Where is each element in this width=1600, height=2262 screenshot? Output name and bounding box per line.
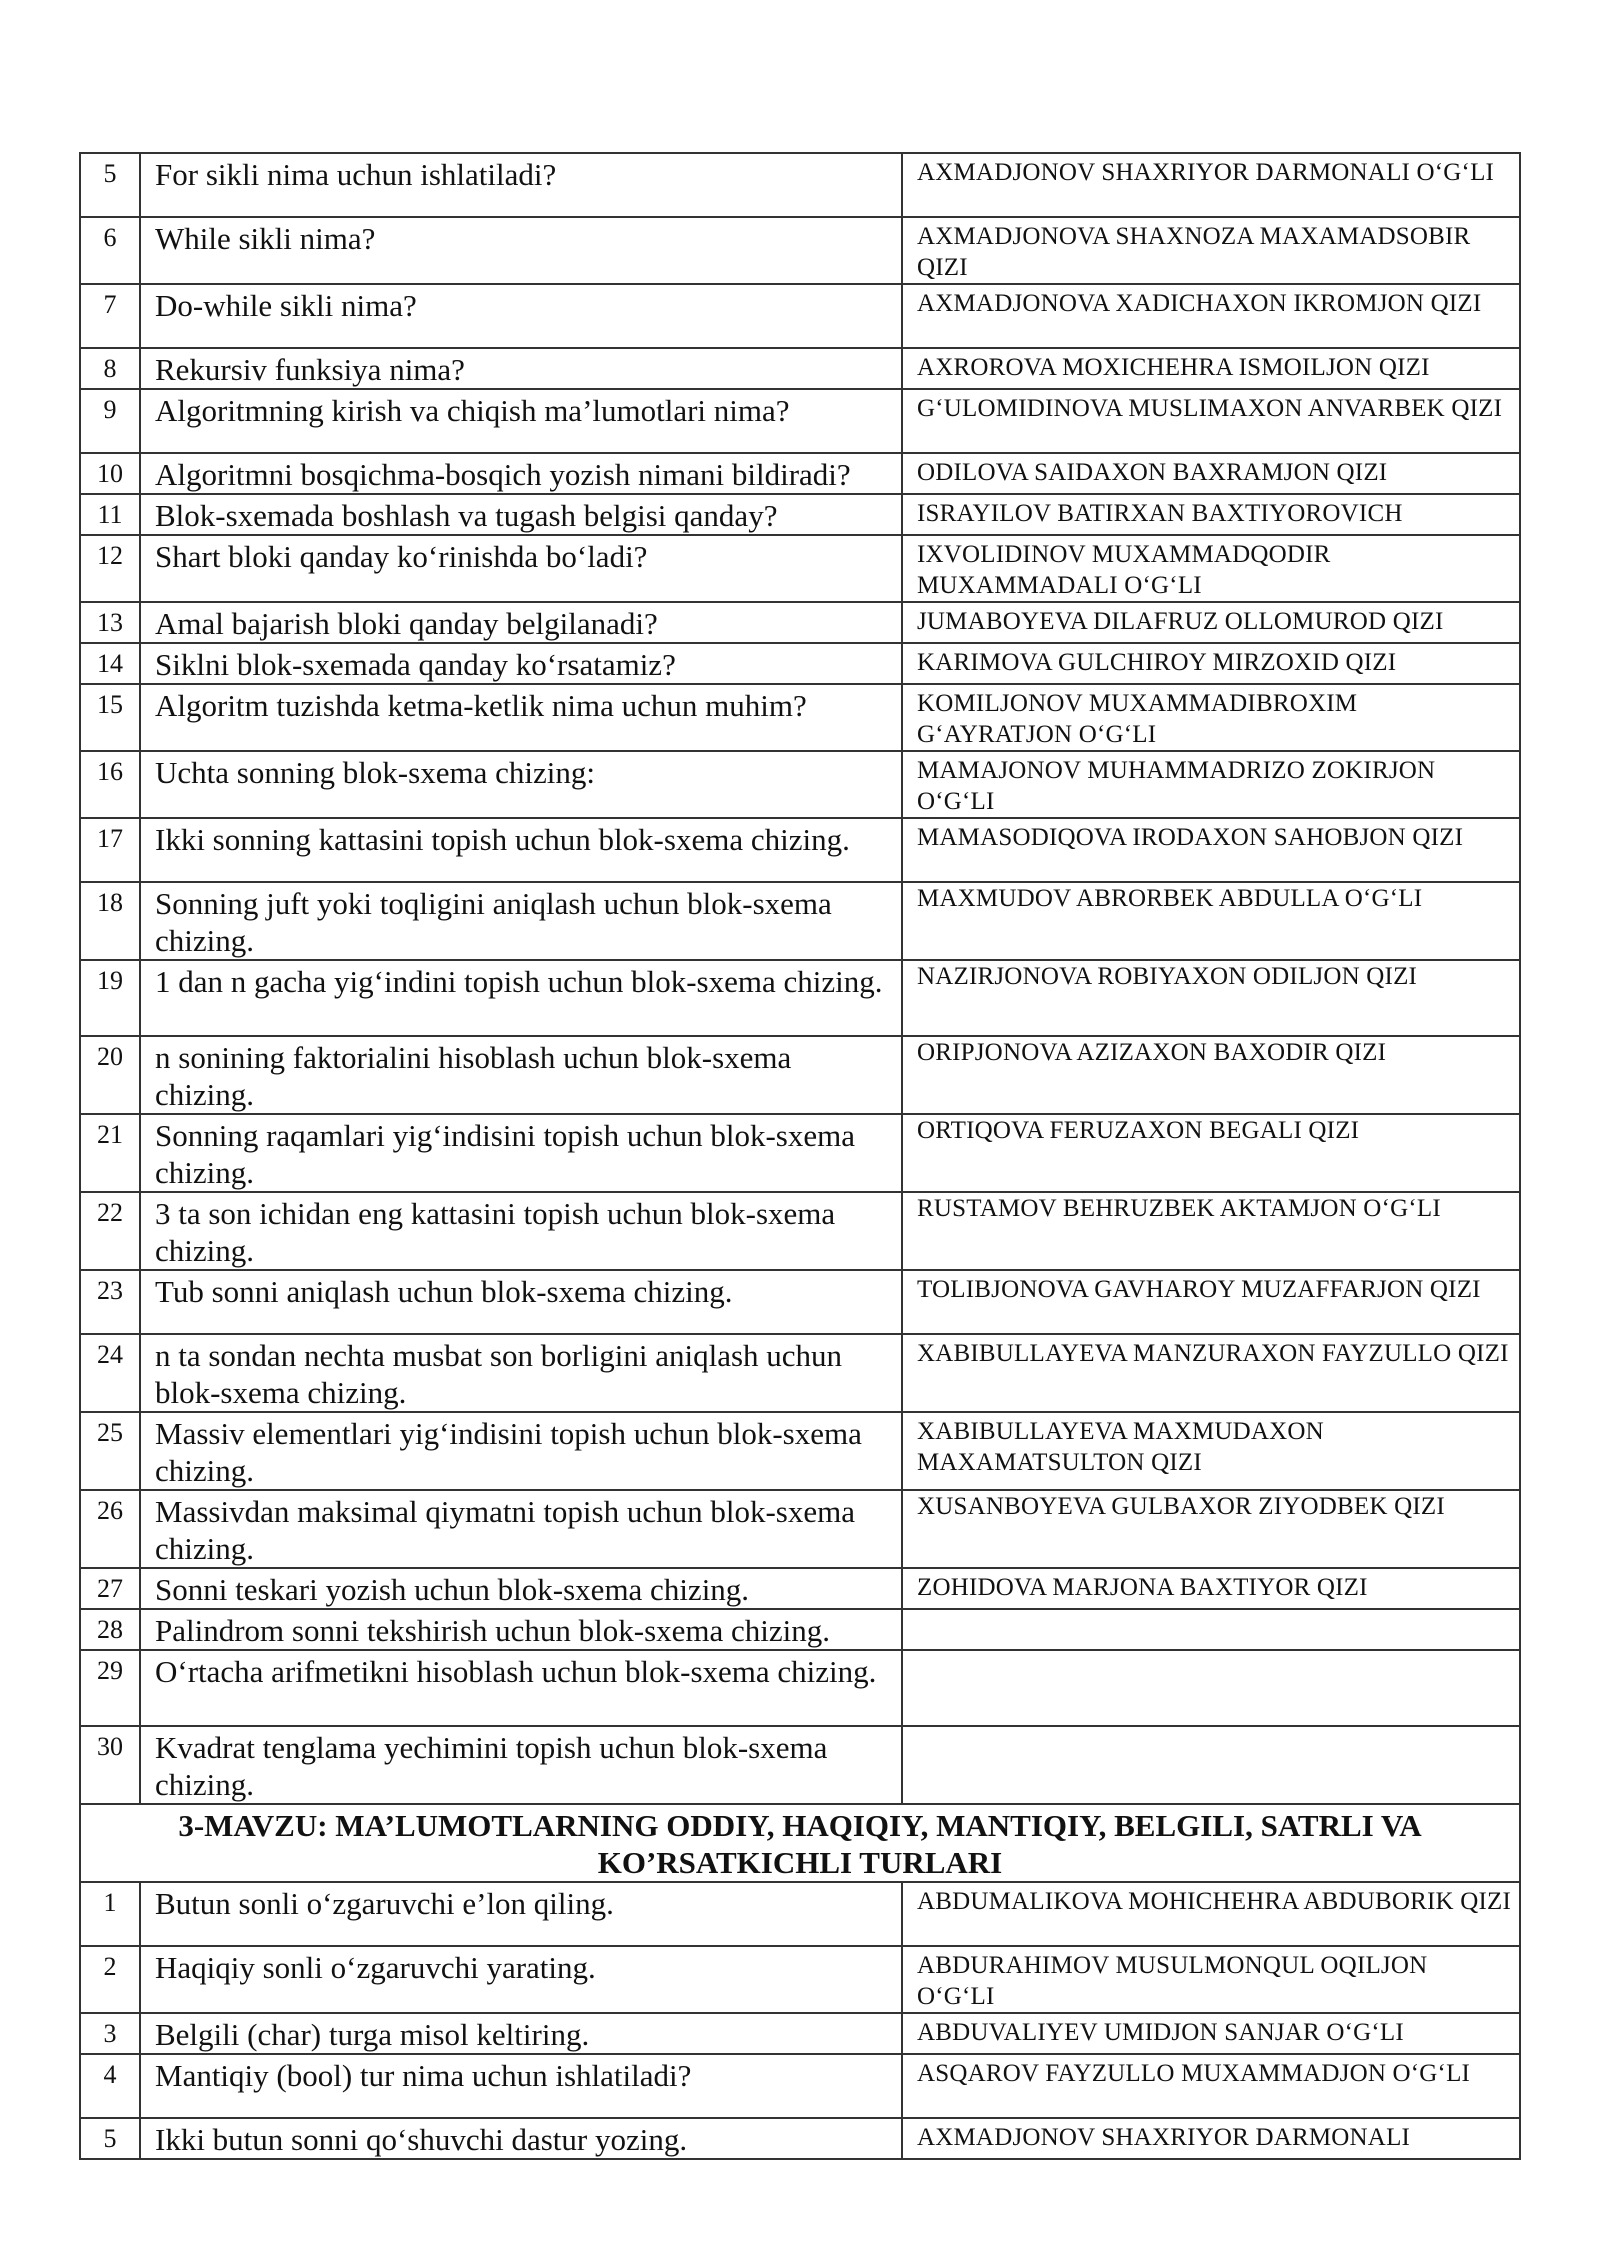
row-number: 13 — [80, 602, 140, 643]
student-name: ABDURAHIMOV MUSULMONQUL OQILJON O‘G‘LI — [902, 1946, 1520, 2013]
table-row — [80, 643, 1520, 684]
row-number: 24 — [80, 1334, 140, 1412]
table-row — [80, 535, 1520, 602]
row-number: 21 — [80, 1114, 140, 1192]
section-heading-row — [80, 1804, 1520, 1882]
row-number: 12 — [80, 535, 140, 602]
student-name: AXMADJONOVA XADICHAXON IKROMJON QIZI — [902, 284, 1520, 348]
row-number: 6 — [80, 217, 140, 284]
question-text: Butun sonli o‘zgaruvchi e’lon qiling. — [140, 1882, 902, 1946]
table-row — [80, 1036, 1520, 1114]
question-text: n ta sondan nechta musbat son borligini aniqlash uchun blok-sxema chizing. — [140, 1334, 902, 1412]
row-number: 18 — [80, 882, 140, 960]
table-row — [80, 2118, 1520, 2159]
question-text: While sikli nima? — [140, 217, 902, 284]
student-name: XABIBULLAYEVA MAXMUDAXON MAXAMATSULTON QIZI — [902, 1412, 1520, 1490]
row-number: 14 — [80, 643, 140, 684]
question-text: n sonining faktorialini hisoblash uchun blok-sxema chizing. — [140, 1036, 902, 1114]
question-text: Mantiqiy (bool) tur nima uchun ishlatiladi? — [140, 2054, 902, 2118]
student-name: XABIBULLAYEVA MANZURAXON FAYZULLO QIZI — [902, 1334, 1520, 1412]
question-text: Ikki butun sonni qo‘shuvchi dastur yozing. — [140, 2118, 902, 2159]
section-heading: 3-MAVZU: MA’LUMOTLARNING ODDIY, HAQIQIY, MANTIQIY, BELGILI, SATRLI VA KO’RSATKICHLI TURLARI — [80, 1804, 1520, 1882]
question-text: Palindrom sonni tekshirish uchun blok-sxema chizing. — [140, 1609, 902, 1650]
student-name: ODILOVA SAIDAXON BAXRAMJON QIZI — [902, 453, 1520, 494]
row-number: 17 — [80, 818, 140, 882]
question-text: 3 ta son ichidan eng kattasini topish uchun blok-sxema chizing. — [140, 1192, 902, 1270]
table-row — [80, 1412, 1520, 1490]
row-number: 29 — [80, 1650, 140, 1726]
table-row — [80, 494, 1520, 535]
student-name: AXMADJONOV SHAXRIYOR DARMONALI O‘G‘LI — [902, 153, 1520, 217]
table-row — [80, 389, 1520, 453]
student-name: MAXMUDOV ABRORBEK ABDULLA O‘G‘LI — [902, 882, 1520, 960]
question-text: Amal bajarish bloki qanday belgilanadi? — [140, 602, 902, 643]
table-row — [80, 1882, 1520, 1946]
row-number: 19 — [80, 960, 140, 1036]
question-text: Rekursiv funksiya nima? — [140, 348, 902, 389]
table-row — [80, 2054, 1520, 2118]
row-number: 26 — [80, 1490, 140, 1568]
question-text: Sonni teskari yozish uchun blok-sxema chizing. — [140, 1568, 902, 1609]
table-row — [80, 1490, 1520, 1568]
table-row — [80, 751, 1520, 818]
student-name: JUMABOYEVA DILAFRUZ OLLOMUROD QIZI — [902, 602, 1520, 643]
row-number: 4 — [80, 2054, 140, 2118]
student-name: KOMILJONOV MUXAMMADIBROXIM G‘AYRATJON O‘G‘LI — [902, 684, 1520, 751]
student-name: ZOHIDOVA MARJONA BAXTIYOR QIZI — [902, 1568, 1520, 1609]
table-row — [80, 1270, 1520, 1334]
table-row — [80, 1609, 1520, 1650]
row-number: 9 — [80, 389, 140, 453]
student-name: XUSANBOYEVA GULBAXOR ZIYODBEK QIZI — [902, 1490, 1520, 1568]
row-number: 20 — [80, 1036, 140, 1114]
question-text: Algoritm tuzishda ketma-ketlik nima uchun muhim? — [140, 684, 902, 751]
row-number: 30 — [80, 1726, 140, 1804]
question-text: Haqiqiy sonli o‘zgaruvchi yarating. — [140, 1946, 902, 2013]
table-row — [80, 1114, 1520, 1192]
table-row — [80, 2013, 1520, 2054]
student-name: RUSTAMOV BEHRUZBEK AKTAMJON O‘G‘LI — [902, 1192, 1520, 1270]
student-name: ISRAYILOV BATIRXAN BAXTIYOROVICH — [902, 494, 1520, 535]
table-row — [80, 960, 1520, 1036]
row-number: 22 — [80, 1192, 140, 1270]
question-text: Kvadrat tenglama yechimini topish uchun blok-sxema chizing. — [140, 1726, 902, 1804]
table-row — [80, 1192, 1520, 1270]
student-name: ABDUVALIYEV UMIDJON SANJAR O‘G‘LI — [902, 2013, 1520, 2054]
question-text: Massivdan maksimal qiymatni topish uchun blok-sxema chizing. — [140, 1490, 902, 1568]
student-name: IXVOLIDINOV MUXAMMADQODIR MUXAMMADALI O‘G‘LI — [902, 535, 1520, 602]
table-row — [80, 1568, 1520, 1609]
question-text: Sonning raqamlari yig‘indisini topish uchun blok-sxema chizing. — [140, 1114, 902, 1192]
student-name — [902, 1650, 1520, 1726]
question-text: Tub sonni aniqlash uchun blok-sxema chizing. — [140, 1270, 902, 1334]
table-row — [80, 818, 1520, 882]
table-row — [80, 284, 1520, 348]
student-name: MAMAJONOV MUHAMMADRIZO ZOKIRJON O‘G‘LI — [902, 751, 1520, 818]
question-text: For sikli nima uchun ishlatiladi? — [140, 153, 902, 217]
student-name: ORTIQOVA FERUZAXON BEGALI QIZI — [902, 1114, 1520, 1192]
student-name: AXMADJONOVA SHAXNOZA MAXAMADSOBIR QIZI — [902, 217, 1520, 284]
table-row — [80, 453, 1520, 494]
row-number: 25 — [80, 1412, 140, 1490]
question-text: Algoritmni bosqichma-bosqich yozish nimani bildiradi? — [140, 453, 902, 494]
row-number: 8 — [80, 348, 140, 389]
student-name — [902, 1726, 1520, 1804]
question-text: Shart bloki qanday ko‘rinishda bo‘ladi? — [140, 535, 902, 602]
row-number: 1 — [80, 1882, 140, 1946]
question-text: Massiv elementlari yig‘indisini topish uchun blok-sxema chizing. — [140, 1412, 902, 1490]
row-number: 11 — [80, 494, 140, 535]
row-number: 2 — [80, 1946, 140, 2013]
table-row — [80, 1334, 1520, 1412]
table-row — [80, 1946, 1520, 2013]
table-row — [80, 153, 1520, 217]
student-name — [902, 1609, 1520, 1650]
row-number: 28 — [80, 1609, 140, 1650]
student-name: ASQAROV FAYZULLO MUXAMMADJON O‘G‘LI — [902, 2054, 1520, 2118]
row-number: 16 — [80, 751, 140, 818]
question-text: Siklni blok-sxemada qanday ko‘rsatamiz? — [140, 643, 902, 684]
row-number: 27 — [80, 1568, 140, 1609]
student-name: ORIPJONOVA AZIZAXON BAXODIR QIZI — [902, 1036, 1520, 1114]
question-text: O‘rtacha arifmetikni hisoblash uchun blok-sxema chizing. — [140, 1650, 902, 1726]
table-row — [80, 1650, 1520, 1726]
question-text: Algoritmning kirish va chiqish ma’lumotlari nima? — [140, 389, 902, 453]
assignment-table — [79, 152, 1521, 2160]
table-row — [80, 217, 1520, 284]
student-name: AXROROVA MOXICHEHRA ISMOILJON QIZI — [902, 348, 1520, 389]
question-text: Blok-sxemada boshlash va tugash belgisi qanday? — [140, 494, 902, 535]
question-text: Belgili (char) turga misol keltiring. — [140, 2013, 902, 2054]
question-text: Ikki sonning kattasini topish uchun blok-sxema chizing. — [140, 818, 902, 882]
row-number: 10 — [80, 453, 140, 494]
row-number: 15 — [80, 684, 140, 751]
student-name: G‘ULOMIDINOVA MUSLIMAXON ANVARBEK QIZI — [902, 389, 1520, 453]
student-name: AXMADJONOV SHAXRIYOR DARMONALI — [902, 2118, 1520, 2159]
row-number: 3 — [80, 2013, 140, 2054]
question-text: Do-while sikli nima? — [140, 284, 902, 348]
question-text: Sonning juft yoki toqligini aniqlash uchun blok-sxema chizing. — [140, 882, 902, 960]
student-name: NAZIRJONOVA ROBIYAXON ODILJON QIZI — [902, 960, 1520, 1036]
table-row — [80, 1726, 1520, 1804]
table-row — [80, 882, 1520, 960]
student-name: TOLIBJONOVA GAVHAROY MUZAFFARJON QIZI — [902, 1270, 1520, 1334]
student-name: KARIMOVA GULCHIROY MIRZOXID QIZI — [902, 643, 1520, 684]
question-text: 1 dan n gacha yig‘indini topish uchun blok-sxema chizing. — [140, 960, 902, 1036]
table-row — [80, 348, 1520, 389]
row-number: 7 — [80, 284, 140, 348]
row-number: 23 — [80, 1270, 140, 1334]
table-row — [80, 684, 1520, 751]
row-number: 5 — [80, 2118, 140, 2159]
table-row — [80, 602, 1520, 643]
row-number: 5 — [80, 153, 140, 217]
assignment-table-body — [80, 153, 1520, 2159]
student-name: ABDUMALIKOVA MOHICHEHRA ABDUBORIK QIZI — [902, 1882, 1520, 1946]
question-text: Uchta sonning blok-sxema chizing: — [140, 751, 902, 818]
student-name: MAMASODIQOVA IRODAXON SAHOBJON QIZI — [902, 818, 1520, 882]
